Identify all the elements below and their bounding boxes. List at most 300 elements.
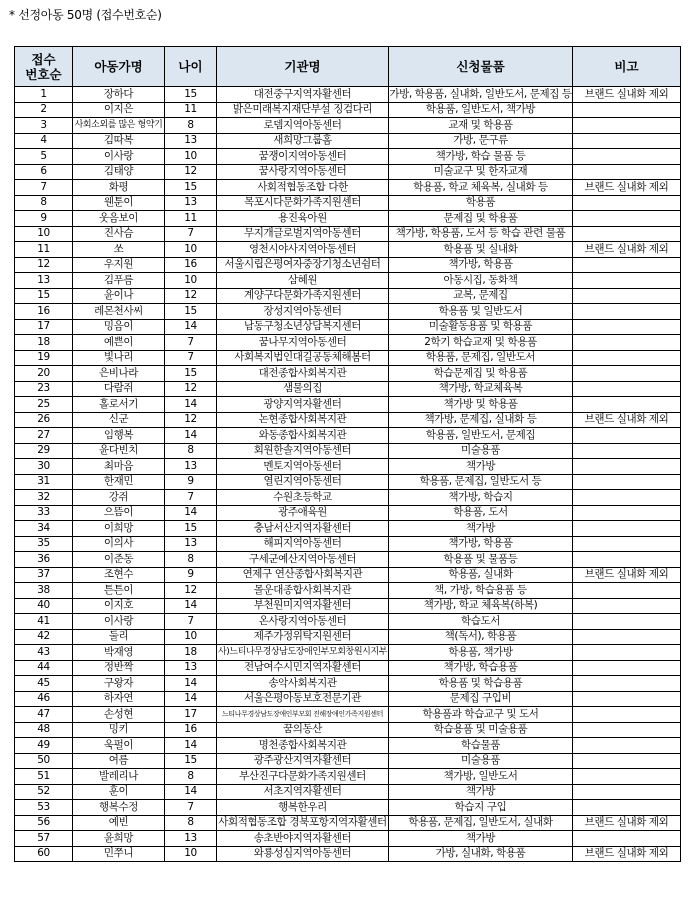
cell-age: 12 — [165, 164, 217, 180]
cell-items: 책가방, 학습용품 — [389, 660, 573, 676]
table-row — [15, 180, 681, 196]
cell-num: 5 — [15, 149, 73, 165]
cell-num: 4 — [15, 133, 73, 149]
cell-items: 책가방, 학용품 — [389, 536, 573, 552]
header-remark: 비고 — [573, 47, 681, 87]
cell-name: 은비나라 — [73, 366, 165, 382]
cell-name: 여름 — [73, 753, 165, 769]
cell-remark — [573, 722, 681, 738]
cell-remark — [573, 366, 681, 382]
cell-org: 용진육아원 — [217, 211, 389, 227]
cell-age: 14 — [165, 397, 217, 413]
cell-num: 18 — [15, 335, 73, 351]
cell-name: 윤이나 — [73, 288, 165, 304]
cell-remark: 브랜드 실내화 제외 — [573, 87, 681, 103]
cell-age: 15 — [165, 87, 217, 103]
cell-items: 학용품 — [389, 195, 573, 211]
cell-num: 52 — [15, 784, 73, 800]
table-row — [15, 629, 681, 645]
cell-items: 학습지 구입 — [389, 800, 573, 816]
cell-remark — [573, 381, 681, 397]
table-row — [15, 753, 681, 769]
cell-remark — [573, 598, 681, 614]
cell-org: 부산진구다문화가족지원센터 — [217, 769, 389, 785]
cell-num: 32 — [15, 490, 73, 506]
cell-age: 14 — [165, 676, 217, 692]
cell-num: 53 — [15, 800, 73, 816]
table-body — [15, 87, 681, 862]
cell-age: 12 — [165, 288, 217, 304]
cell-name: 하자연 — [73, 691, 165, 707]
cell-org: 전남여수시민지역자활센터 — [217, 660, 389, 676]
table-row — [15, 87, 681, 103]
cell-age: 14 — [165, 428, 217, 444]
table-row — [15, 226, 681, 242]
cell-age: 7 — [165, 490, 217, 506]
cell-org: 송초반야지역자활센터 — [217, 831, 389, 847]
cell-num: 46 — [15, 691, 73, 707]
cell-name: 훈이 — [73, 784, 165, 800]
header-num — [15, 47, 73, 87]
cell-num: 34 — [15, 521, 73, 537]
cell-remark — [573, 490, 681, 506]
cell-remark — [573, 614, 681, 630]
cell-org: 회원한솔지역아동센터 — [217, 443, 389, 459]
cell-remark: 브랜드 실내화 제외 — [573, 846, 681, 862]
cell-age: 12 — [165, 381, 217, 397]
table-row — [15, 288, 681, 304]
table-row — [15, 536, 681, 552]
cell-name: 예빈 — [73, 815, 165, 831]
cell-org: 사)느티나무경상남도장애인부모회창원시지부 — [217, 645, 389, 661]
cell-remark — [573, 149, 681, 165]
cell-items: 학용품, 실내화 — [389, 567, 573, 583]
cell-remark: 브랜드 실내화 제외 — [573, 412, 681, 428]
cell-age: 14 — [165, 319, 217, 335]
cell-org: 구세군예산지역아동센터 — [217, 552, 389, 568]
table-row — [15, 800, 681, 816]
cell-org: 샘물의집 — [217, 381, 389, 397]
cell-org: 제주가정위탁지원센터 — [217, 629, 389, 645]
cell-remark — [573, 552, 681, 568]
cell-name: 김태양 — [73, 164, 165, 180]
cell-age: 8 — [165, 118, 217, 134]
header-name: 아동가명 — [73, 47, 165, 87]
cell-org: 꿈의동산 — [217, 722, 389, 738]
cell-name: 다람쥐 — [73, 381, 165, 397]
cell-num: 49 — [15, 738, 73, 754]
cell-age: 14 — [165, 505, 217, 521]
table-row — [15, 614, 681, 630]
cell-remark — [573, 164, 681, 180]
cell-remark — [573, 195, 681, 211]
table-row — [15, 211, 681, 227]
cell-name: 김푸름 — [73, 273, 165, 289]
cell-org: 수원초등학교 — [217, 490, 389, 506]
cell-age: 9 — [165, 474, 217, 490]
cell-remark — [573, 831, 681, 847]
cell-name: 화평 — [73, 180, 165, 196]
cell-name: 조현수 — [73, 567, 165, 583]
cell-remark — [573, 753, 681, 769]
table-row — [15, 769, 681, 785]
table-row — [15, 319, 681, 335]
cell-remark — [573, 335, 681, 351]
cell-name: 웬툰이 — [73, 195, 165, 211]
cell-org: 무지개글로벌지역아동센터 — [217, 226, 389, 242]
cell-name: 윤다빈치 — [73, 443, 165, 459]
cell-num: 12 — [15, 257, 73, 273]
cell-items: 학습문제집 및 학용품 — [389, 366, 573, 382]
cell-items: 학용품, 문제집, 일반도서 — [389, 350, 573, 366]
cell-org: 로뎀지역아동센터 — [217, 118, 389, 134]
cell-items: 교재 및 학용품 — [389, 118, 573, 134]
cell-age: 7 — [165, 800, 217, 816]
table-row — [15, 164, 681, 180]
cell-items: 아동시집, 동화책 — [389, 273, 573, 289]
table-row — [15, 583, 681, 599]
cell-name: 이의사 — [73, 536, 165, 552]
cell-name: 욱펄이 — [73, 738, 165, 754]
cell-items: 책가방, 일반도서 — [389, 769, 573, 785]
cell-num: 41 — [15, 614, 73, 630]
cell-org: 대전중구지역자활센터 — [217, 87, 389, 103]
cell-age: 11 — [165, 102, 217, 118]
cell-org: 논현종합사회복지관 — [217, 412, 389, 428]
cell-name: 이사랑 — [73, 614, 165, 630]
cell-num: 44 — [15, 660, 73, 676]
cell-age: 8 — [165, 769, 217, 785]
cell-age: 17 — [165, 707, 217, 723]
cell-remark — [573, 474, 681, 490]
cell-num: 31 — [15, 474, 73, 490]
cell-org: 사회적협동조합 다한 — [217, 180, 389, 196]
cell-age: 14 — [165, 784, 217, 800]
cell-num: 47 — [15, 707, 73, 723]
cell-name: 쏘 — [73, 242, 165, 258]
table-row — [15, 366, 681, 382]
cell-remark — [573, 459, 681, 475]
cell-num: 38 — [15, 583, 73, 599]
cell-num: 17 — [15, 319, 73, 335]
cell-name: 발레리나 — [73, 769, 165, 785]
cell-remark — [573, 769, 681, 785]
table-row — [15, 443, 681, 459]
cell-name: 장하다 — [73, 87, 165, 103]
table-row — [15, 738, 681, 754]
table-row — [15, 335, 681, 351]
header-age: 나이 — [165, 47, 217, 87]
cell-age: 7 — [165, 335, 217, 351]
cell-age: 13 — [165, 660, 217, 676]
cell-age: 15 — [165, 366, 217, 382]
cell-items: 가방, 실내화, 학용품 — [389, 846, 573, 862]
cell-org: 목포시다문화가족지원센터 — [217, 195, 389, 211]
cell-remark — [573, 536, 681, 552]
cell-org: 몰운대종합사회복지관 — [217, 583, 389, 599]
cell-num: 19 — [15, 350, 73, 366]
cell-items: 책가방, 학습지 — [389, 490, 573, 506]
cell-age: 10 — [165, 242, 217, 258]
cell-org: 서울은평아동보호전문기관 — [217, 691, 389, 707]
cell-items: 책가방, 학교체육복 — [389, 381, 573, 397]
cell-remark — [573, 691, 681, 707]
table-row — [15, 707, 681, 723]
cell-org: 온사랑지역아동센터 — [217, 614, 389, 630]
table-row — [15, 273, 681, 289]
cell-name: 윤희망 — [73, 831, 165, 847]
table-row — [15, 149, 681, 165]
cell-num: 15 — [15, 288, 73, 304]
cell-remark — [573, 133, 681, 149]
cell-items: 학용품, 도서 — [389, 505, 573, 521]
cell-num: 48 — [15, 722, 73, 738]
cell-age: 14 — [165, 598, 217, 614]
cell-remark — [573, 645, 681, 661]
cell-num: 16 — [15, 304, 73, 320]
cell-items: 책가방, 학교 체육복(하복) — [389, 598, 573, 614]
table-row — [15, 257, 681, 273]
cell-num: 1 — [15, 87, 73, 103]
cell-org: 광주광산지역자활센터 — [217, 753, 389, 769]
cell-age: 13 — [165, 536, 217, 552]
cell-items: 학용품 및 물품등 — [389, 552, 573, 568]
cell-org: 열린지역아동센터 — [217, 474, 389, 490]
table-row — [15, 846, 681, 862]
cell-name: 김따복 — [73, 133, 165, 149]
cell-org: 해피지역아동센터 — [217, 536, 389, 552]
cell-age: 15 — [165, 304, 217, 320]
table-row — [15, 676, 681, 692]
cell-name: 행복수정 — [73, 800, 165, 816]
cell-name: 우지원 — [73, 257, 165, 273]
cell-num: 36 — [15, 552, 73, 568]
cell-age: 10 — [165, 149, 217, 165]
cell-items: 학습도서 — [389, 614, 573, 630]
table-row — [15, 722, 681, 738]
cell-items: 학용품 및 일반도서 — [389, 304, 573, 320]
cell-name: 한재민 — [73, 474, 165, 490]
cell-num: 37 — [15, 567, 73, 583]
table-row — [15, 598, 681, 614]
cell-items: 책가방 — [389, 831, 573, 847]
cell-items: 책(독서), 학용품 — [389, 629, 573, 645]
cell-org: 느티나무경상남도장애인부모회 진해장애인가족지원센터 — [217, 707, 389, 723]
table-row — [15, 784, 681, 800]
cell-remark — [573, 676, 681, 692]
table-row — [15, 412, 681, 428]
cell-name: 이준동 — [73, 552, 165, 568]
table-row — [15, 102, 681, 118]
cell-items: 책가방, 학용품, 도서 등 학습 관련 물품 — [389, 226, 573, 242]
cell-items: 학용품, 문제집, 일반도서, 실내화 — [389, 815, 573, 831]
selected-children-table — [14, 46, 681, 862]
cell-items: 책가방 — [389, 459, 573, 475]
cell-org: 연제구 연산종합사회복지관 — [217, 567, 389, 583]
cell-org: 광주애육원 — [217, 505, 389, 521]
cell-items: 문제집 구입비 — [389, 691, 573, 707]
cell-num: 10 — [15, 226, 73, 242]
header-num-line: 접수 — [31, 51, 56, 67]
cell-name: 이희망 — [73, 521, 165, 537]
cell-name: 이지호 — [73, 598, 165, 614]
table-row — [15, 521, 681, 537]
cell-remark — [573, 102, 681, 118]
cell-org: 장성지역아동센터 — [217, 304, 389, 320]
cell-num: 20 — [15, 366, 73, 382]
cell-name: 밍키 — [73, 722, 165, 738]
cell-remark — [573, 428, 681, 444]
table-row — [15, 552, 681, 568]
cell-remark — [573, 211, 681, 227]
cell-age: 14 — [165, 691, 217, 707]
table-row — [15, 350, 681, 366]
table-row — [15, 567, 681, 583]
cell-num: 60 — [15, 846, 73, 862]
cell-org: 서초지역자활센터 — [217, 784, 389, 800]
cell-org: 와룡성심지역아동센터 — [217, 846, 389, 862]
cell-name: 홀로서기 — [73, 397, 165, 413]
table-row — [15, 428, 681, 444]
cell-name: 정반짝 — [73, 660, 165, 676]
cell-remark — [573, 660, 681, 676]
cell-num: 43 — [15, 645, 73, 661]
cell-remark — [573, 583, 681, 599]
cell-items: 학용품 및 실내화 — [389, 242, 573, 258]
table-row — [15, 397, 681, 413]
table-row — [15, 505, 681, 521]
cell-items: 학용품 및 학습용품 — [389, 676, 573, 692]
cell-items: 학용품, 일반도서, 책가방 — [389, 102, 573, 118]
cell-remark — [573, 521, 681, 537]
header-items: 신청물품 — [389, 47, 573, 87]
cell-name: 이사랑 — [73, 149, 165, 165]
table-header-row — [15, 47, 681, 87]
cell-name: 빛나리 — [73, 350, 165, 366]
cell-num: 51 — [15, 769, 73, 785]
cell-num: 45 — [15, 676, 73, 692]
cell-num: 40 — [15, 598, 73, 614]
table-row — [15, 831, 681, 847]
cell-remark — [573, 784, 681, 800]
cell-org: 꿈쟁이지역아동센터 — [217, 149, 389, 165]
cell-org: 계양구다문화가족지원센터 — [217, 288, 389, 304]
cell-remark — [573, 397, 681, 413]
cell-name: 튼튼이 — [73, 583, 165, 599]
cell-remark — [573, 738, 681, 754]
cell-remark: 브랜드 실내화 제외 — [573, 242, 681, 258]
cell-name: 예쁜이 — [73, 335, 165, 351]
cell-age: 12 — [165, 583, 217, 599]
cell-remark: 브랜드 실내화 제외 — [573, 180, 681, 196]
header-org: 기관명 — [217, 47, 389, 87]
cell-num: 50 — [15, 753, 73, 769]
cell-name: 으뜸이 — [73, 505, 165, 521]
cell-items: 책, 가방, 학습용품 등 — [389, 583, 573, 599]
cell-org: 멘토지역아동센터 — [217, 459, 389, 475]
cell-num: 57 — [15, 831, 73, 847]
cell-name: 구왕자 — [73, 676, 165, 692]
cell-num: 23 — [15, 381, 73, 397]
cell-org: 사회적협동조합 경북포항지역자활센터 — [217, 815, 389, 831]
cell-items: 교복, 문제집 — [389, 288, 573, 304]
cell-items: 책가방 및 학용품 — [389, 397, 573, 413]
cell-org: 새희망그룹홈 — [217, 133, 389, 149]
cell-name: 강쥐 — [73, 490, 165, 506]
cell-num: 27 — [15, 428, 73, 444]
table-row — [15, 118, 681, 134]
cell-num: 8 — [15, 195, 73, 211]
cell-num: 30 — [15, 459, 73, 475]
cell-org: 서울시립은평여자중장기청소년쉼터 — [217, 257, 389, 273]
cell-num: 42 — [15, 629, 73, 645]
table-row — [15, 645, 681, 661]
cell-items: 2학기 학습교재 및 학용품 — [389, 335, 573, 351]
cell-num: 29 — [15, 443, 73, 459]
table-row — [15, 691, 681, 707]
cell-remark — [573, 257, 681, 273]
header-num-line: 번호순 — [25, 66, 62, 82]
cell-remark — [573, 350, 681, 366]
cell-name: 둘리 — [73, 629, 165, 645]
cell-items: 학용품, 일반도서, 문제집 — [389, 428, 573, 444]
cell-age: 9 — [165, 567, 217, 583]
cell-items: 미술교구 및 한자교재 — [389, 164, 573, 180]
cell-num: 33 — [15, 505, 73, 521]
cell-age: 13 — [165, 459, 217, 475]
cell-name: 민쭈니 — [73, 846, 165, 862]
cell-name: 이지은 — [73, 102, 165, 118]
cell-items: 학습용품 및 미술용품 — [389, 722, 573, 738]
cell-age: 11 — [165, 211, 217, 227]
cell-num: 3 — [15, 118, 73, 134]
cell-remark: 브랜드 실내화 제외 — [573, 567, 681, 583]
table-row — [15, 490, 681, 506]
cell-num: 35 — [15, 536, 73, 552]
cell-age: 15 — [165, 180, 217, 196]
cell-remark — [573, 319, 681, 335]
selection-note: * 선정아동 50명 (접수번호순) — [9, 8, 162, 22]
cell-org: 송악사회복지관 — [217, 676, 389, 692]
cell-age: 14 — [165, 738, 217, 754]
cell-num: 56 — [15, 815, 73, 831]
cell-items: 학용품, 책가방 — [389, 645, 573, 661]
cell-org: 밝은미래복지재단부설 징검다리 — [217, 102, 389, 118]
cell-name: 웃음보이 — [73, 211, 165, 227]
cell-num: 2 — [15, 102, 73, 118]
cell-age: 10 — [165, 273, 217, 289]
cell-org: 와동종합사회복지관 — [217, 428, 389, 444]
table-row — [15, 660, 681, 676]
cell-items: 문제집 및 학용품 — [389, 211, 573, 227]
cell-remark — [573, 288, 681, 304]
cell-age: 18 — [165, 645, 217, 661]
table-row — [15, 304, 681, 320]
cell-name: 신군 — [73, 412, 165, 428]
cell-items: 학용품, 문제집, 일반도서 등 — [389, 474, 573, 490]
cell-age: 7 — [165, 350, 217, 366]
cell-age: 16 — [165, 257, 217, 273]
cell-remark: 브랜드 실내화 제외 — [573, 815, 681, 831]
cell-age: 15 — [165, 521, 217, 537]
cell-org: 명천종합사회복지관 — [217, 738, 389, 754]
cell-remark — [573, 273, 681, 289]
cell-age: 8 — [165, 552, 217, 568]
table-row — [15, 459, 681, 475]
cell-num: 26 — [15, 412, 73, 428]
cell-items: 책가방, 학용품 — [389, 257, 573, 273]
cell-age: 15 — [165, 753, 217, 769]
